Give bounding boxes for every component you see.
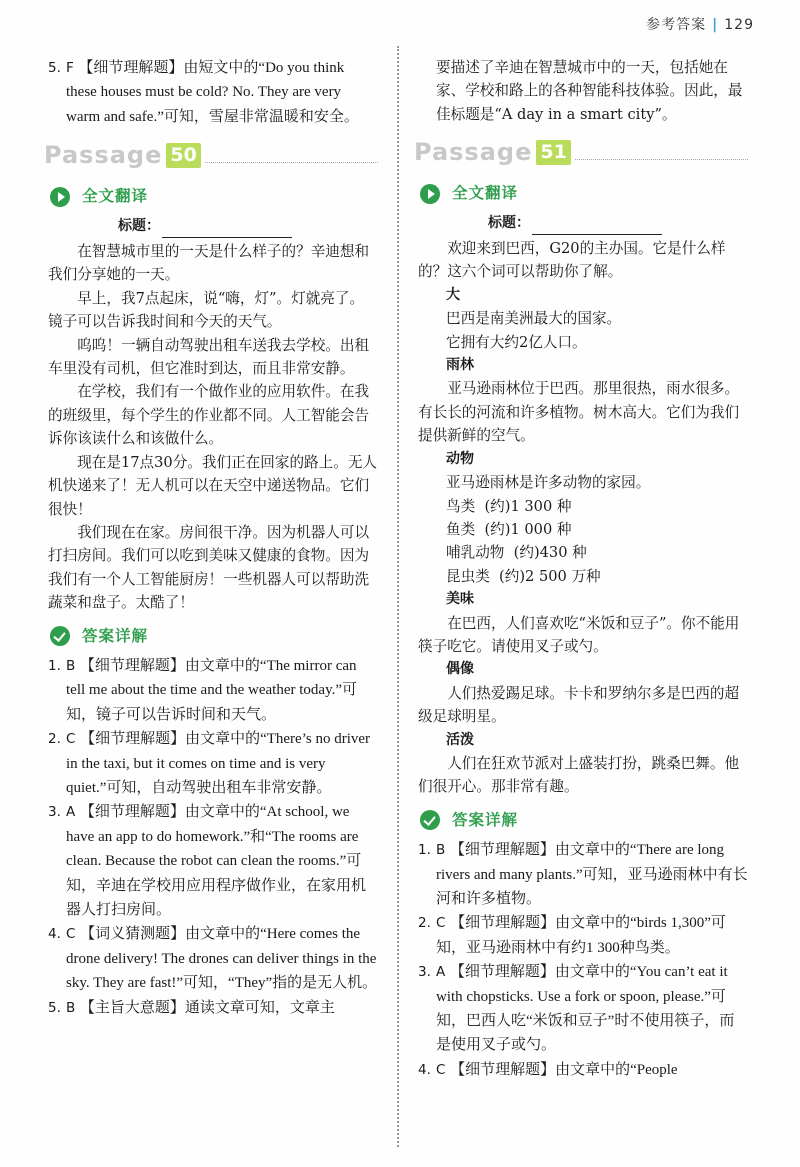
- answer-item: 4. C 【细节理解题】由文章中的“People: [418, 1061, 678, 1078]
- answer-item: 5. B 【主旨大意题】通读文章可知，文章主: [48, 999, 335, 1016]
- answers-section-heading: 答案详解: [50, 625, 378, 648]
- answer-continuation: 要描述了辛迪在智慧城市中的一天，包括她在家、学校和路上的各种智能科技体验。因此，最佳标题是“A day in a smart city”。: [436, 59, 743, 123]
- answer-item: 5. F 【细节理解题】由短文中的“Do you think these houses must be cold? No. They are very warm and safe.”可知，雪屋非常温暖和安全。: [48, 60, 359, 125]
- fill-in-blank-line: [532, 234, 662, 235]
- answer-item: 4. C 【词义猜测题】由文章中的“Here comes the drone delivery! The drones can deliver things in the sky. They are fast!”可知，“They”指的是无人机。: [48, 926, 378, 992]
- stat-line: 鸟类 (约)1 300 种: [446, 497, 572, 515]
- page-header: 参考答案 | 129: [646, 17, 754, 33]
- check-icon: [420, 810, 440, 830]
- translation-section-heading: 全文翻译: [50, 185, 378, 208]
- play-icon: [50, 187, 70, 207]
- play-icon: [420, 184, 440, 204]
- stat-line: 哺乳动物 (约)430 种: [446, 544, 587, 562]
- header-section: 参考答案: [646, 17, 707, 33]
- answer-item: 3. A 【细节理解题】由文章中的“At school, we have an app to do homework.”和“The rooms are clean. Because the robot can clean the rooms.”可知，辛迪在学校用应用程序做作业，在家用机器人打扫房间。: [48, 804, 367, 918]
- stat-line: 鱼类 (约)1 000 种: [446, 520, 572, 538]
- translation-paragraph: 现在是17点30分。我们正在回家的路上。无人机快递来了！无人机可以在天空中递送物品。它们很快！: [48, 453, 378, 518]
- check-icon: [50, 626, 70, 646]
- answer-item: 3. A 【细节理解题】由文章中的“You can’t eat it with chopsticks. Use a fork or spoon, please.”可知，巴西人吃“米饭和豆子”时不使用筷子，而是使用叉子或勺。: [418, 964, 735, 1054]
- title-blank: 标题：: [488, 212, 748, 235]
- passage-number-badge: 51: [536, 140, 570, 165]
- column-divider: [397, 46, 399, 1147]
- fill-in-blank-line: [162, 237, 292, 238]
- translation-section-heading: 全文翻译: [420, 182, 748, 205]
- left-column: [44, 56, 378, 1020]
- answer-item: 1. B 【细节理解题】由文章中的“The mirror can tell me about the time and the weather today.”可知，镜子可以告诉时间和天气。: [48, 657, 358, 723]
- title-blank: 标题：: [118, 215, 378, 238]
- answer-item: 1. B 【细节理解题】由文章中的“There are long rivers and many plants.”可知，亚马逊雨林中有长河和许多植物。: [418, 842, 748, 907]
- subheading: 美味: [446, 591, 474, 608]
- page-number: 129: [724, 17, 754, 33]
- subheading: 大: [446, 286, 460, 303]
- answers-section-heading: 答案详解: [420, 809, 748, 832]
- translation-paragraph: 在学校，我们有一个做作业的应用软件。在我的班级里，每个学生的作业都不同。人工智能会告诉你该读什么和该做什么。: [48, 383, 370, 448]
- subheading: 雨林: [446, 357, 474, 374]
- subheading: 活泼: [446, 731, 474, 748]
- translation-paragraph: 早上，我7点起床，说“嗨，灯”。灯就亮了。镜子可以告诉我时间和今天的天气。: [48, 289, 365, 331]
- passage-number-badge: 50: [166, 143, 200, 168]
- translation-paragraph: 在智慧城市里的一天是什么样子的？辛迪想和我们分享她的一天。: [48, 243, 370, 284]
- translation-paragraph: 呜呜！一辆自动驾驶出租车送我去学校。出租车里没有司机，但它准时到达，而且非常安静。: [48, 336, 370, 378]
- right-column: 要描述了辛迪在智慧城市中的一天，包括她在家、学校和路上的各种智能科技体验。因此，最佳标题是“A day in a smart city”。 Passage 51 全文翻译 标题： 欢迎来到巴西，G20的主办国。它是什么样的？这六个词可以帮助你了解。 大 巴西是南美洲最大的国家。 它拥有大约2亿人口。 雨林 亚马逊雨林位于巴西。那里很热，雨水很多。有长长的河流和许多植物。树木高大。它们为我们提供新鲜的空气。 动物 亚马逊雨林是许多动物的家园。 鸟类 (约)1 300 种 鱼类 (约)1 000 种 哺乳动物 (约)430 种 昆虫类 (约)2 500 万种 美味 在巴西，人们喜欢吃“米饭和豆子”。你不能用筷子吃它。请使用叉子或勺。 偶像 人们热爱踢足球。卡卡和罗纳尔多是巴西的超级足球明星。 活泼 人们在狂欢节派对上盛装打扮，跳桑巴舞。他们很开心。那非常有趣。 答案详解 1. B 【细节理解题】由文章中的“There are long rivers and many plants.”可知，亚马逊雨林中有长河和许多植物。 2. C 【细节理解题】由文章中的“birds 1,300”可知，亚马逊雨林中有约1 300种鸟类。 3. A 【细节理解题】由文章中的“You can’t eat it with chopsticks. Use a fork or spoon, please.”可知，巴西人吃“米饭和豆子”时不使用筷子，而是使用叉子或勺。 4. C 【细节理解题】由文章中的“People: [418, 56, 748, 1082]
- stat-line: 昆虫类 (约)2 500 万种: [446, 567, 601, 585]
- passage-heading: Passage 50: [44, 135, 378, 175]
- subheading: 偶像: [446, 661, 474, 678]
- answer-item: 2. C 【细节理解题】由文章中的“There’s no driver in the taxi, but it comes on time and is very quiet.”可知，自动驾驶出租车非常安静。: [48, 731, 371, 796]
- subheading: 动物: [446, 450, 474, 467]
- translation-paragraph: 我们现在在家。房间很干净。因为机器人可以打扫房间。我们可以吃到美味又健康的食物。因为我们有一个人工智能厨房！一些机器人可以帮助洗蔬菜和盘子。太酷了！: [48, 523, 370, 612]
- passage-heading: Passage 51: [414, 132, 748, 172]
- translation-paragraph: 欢迎来到巴西，G20的主办国。它是什么样的？这六个词可以帮助你了解。: [418, 240, 726, 281]
- answer-item: 2. C 【细节理解题】由文章中的“birds 1,300”可知，亚马逊雨林中有约1 300种鸟类。: [418, 915, 726, 956]
